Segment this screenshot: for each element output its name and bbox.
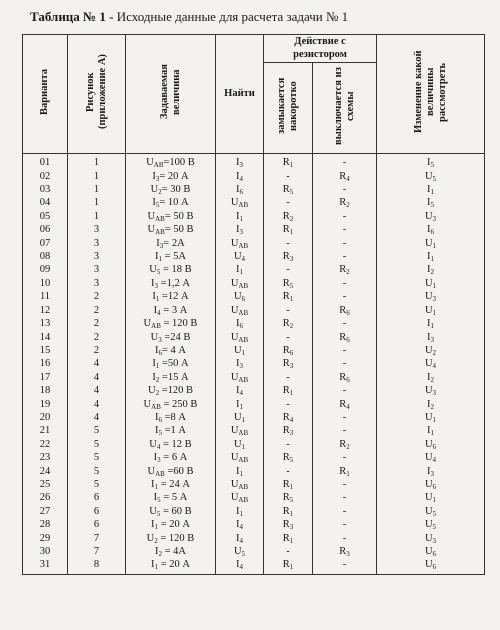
cell-disconnected: - — [313, 505, 377, 518]
cell-given: $I_1 = 20$ А — [126, 558, 216, 574]
header-shorted: замыкается накоротко — [264, 62, 313, 153]
cell-given: $U_{AB} = 250$ В — [126, 398, 216, 411]
cell-figure: 3 — [68, 263, 126, 276]
cell-change: $I_2$ — [377, 398, 485, 411]
table-row — [23, 304, 485, 317]
cell-find: $U_{AB}$ — [216, 237, 264, 250]
cell-given: $U_{AB}= 50$ В — [126, 223, 216, 236]
cell-variant: 01 — [23, 154, 68, 170]
cell-given: $U_{AB} =60$ В — [126, 465, 216, 478]
cell-shorted: $R_1$ — [264, 505, 313, 518]
cell-change: $U_6$ — [377, 438, 485, 451]
cell-find: $I_4$ — [216, 384, 264, 397]
caption-label: Таблица № 1 - — [30, 9, 114, 24]
cell-find: $U_{AB}$ — [216, 277, 264, 290]
cell-variant: 29 — [23, 532, 68, 545]
cell-figure: 4 — [68, 398, 126, 411]
cell-change: $U_1$ — [377, 491, 485, 504]
cell-given: $I_5 = 5$ А — [126, 491, 216, 504]
cell-shorted: $R_2$ — [264, 210, 313, 223]
cell-disconnected: - — [313, 451, 377, 464]
cell-disconnected: $R_2$ — [313, 196, 377, 209]
cell-change: $U_1$ — [377, 277, 485, 290]
cell-given: $I_4 = 3$ А — [126, 304, 216, 317]
cell-disconnected: - — [313, 210, 377, 223]
cell-change: $I_2$ — [377, 263, 485, 276]
cell-find: $U_{AB}$ — [216, 478, 264, 491]
cell-figure: 4 — [68, 357, 126, 370]
cell-disconnected: $R_6$ — [313, 331, 377, 344]
table-row — [23, 210, 485, 223]
cell-find: $U_4$ — [216, 250, 264, 263]
cell-variant: 19 — [23, 398, 68, 411]
cell-figure: 5 — [68, 478, 126, 491]
cell-change: $U_3$ — [377, 290, 485, 303]
cell-variant: 23 — [23, 451, 68, 464]
cell-variant: 17 — [23, 371, 68, 384]
cell-find: $I_6$ — [216, 317, 264, 330]
cell-find: $U_5$ — [216, 545, 264, 558]
header-action: Действие с резистором — [264, 35, 377, 63]
cell-disconnected: - — [313, 518, 377, 531]
cell-disconnected: - — [313, 277, 377, 290]
cell-change: $I_2$ — [377, 371, 485, 384]
cell-shorted: $R_3$ — [264, 250, 313, 263]
table-row — [23, 424, 485, 437]
cell-figure: 2 — [68, 304, 126, 317]
cell-find: $I_3$ — [216, 154, 264, 170]
cell-shorted: - — [264, 196, 313, 209]
cell-variant: 24 — [23, 465, 68, 478]
cell-figure: 4 — [68, 371, 126, 384]
cell-change: $U_4$ — [377, 357, 485, 370]
cell-given: $I_5 =1$ А — [126, 424, 216, 437]
cell-variant: 04 — [23, 196, 68, 209]
cell-disconnected: - — [313, 384, 377, 397]
table-row — [23, 438, 485, 451]
cell-shorted: $R_1$ — [264, 223, 313, 236]
cell-given: $I_1 =50$ А — [126, 357, 216, 370]
cell-shorted: $R_1$ — [264, 290, 313, 303]
cell-change: $U_2$ — [377, 344, 485, 357]
cell-change: $U_3$ — [377, 532, 485, 545]
cell-disconnected: $R_1$ — [313, 465, 377, 478]
cell-figure: 3 — [68, 277, 126, 290]
cell-shorted: - — [264, 304, 313, 317]
cell-change: $I_3$ — [377, 465, 485, 478]
cell-variant: 06 — [23, 223, 68, 236]
cell-figure: 3 — [68, 223, 126, 236]
cell-given: $U_3 =24$ В — [126, 331, 216, 344]
cell-change: $I_5$ — [377, 196, 485, 209]
cell-shorted: $R_3$ — [264, 518, 313, 531]
table-row — [23, 290, 485, 303]
cell-disconnected: - — [313, 558, 377, 574]
cell-shorted: $R_1$ — [264, 154, 313, 170]
header-figure: Рисунок (приложение А) — [68, 35, 126, 154]
cell-shorted: - — [264, 398, 313, 411]
table-row — [23, 196, 485, 209]
cell-figure: 2 — [68, 317, 126, 330]
cell-disconnected: $R_2$ — [313, 438, 377, 451]
cell-variant: 15 — [23, 344, 68, 357]
cell-variant: 11 — [23, 290, 68, 303]
cell-change: $U_6$ — [377, 478, 485, 491]
cell-shorted: $R_1$ — [264, 532, 313, 545]
cell-find: $I_6$ — [216, 183, 264, 196]
cell-change: $I_3$ — [377, 331, 485, 344]
table-row — [23, 451, 485, 464]
cell-figure: 1 — [68, 170, 126, 183]
cell-change: $U_6$ — [377, 558, 485, 574]
cell-shorted: - — [264, 331, 313, 344]
table-row — [23, 170, 485, 183]
cell-change: $U_1$ — [377, 411, 485, 424]
cell-shorted: $R_5$ — [264, 277, 313, 290]
table-body — [23, 154, 485, 575]
cell-given: $U_4 = 12$ В — [126, 438, 216, 451]
table-row — [23, 154, 485, 170]
cell-find: $U_1$ — [216, 344, 264, 357]
cell-variant: 12 — [23, 304, 68, 317]
cell-find: $U_1$ — [216, 438, 264, 451]
cell-disconnected: $R_6$ — [313, 371, 377, 384]
cell-change: $U_6$ — [377, 545, 485, 558]
cell-variant: 02 — [23, 170, 68, 183]
cell-variant: 16 — [23, 357, 68, 370]
table-row — [23, 532, 485, 545]
cell-change: $U_5$ — [377, 170, 485, 183]
table-row — [23, 558, 485, 574]
cell-change: $I_5$ — [377, 154, 485, 170]
cell-disconnected: - — [313, 223, 377, 236]
table-row — [23, 371, 485, 384]
cell-variant: 20 — [23, 411, 68, 424]
cell-variant: 05 — [23, 210, 68, 223]
cell-find: $U_{AB}$ — [216, 196, 264, 209]
cell-variant: 21 — [23, 424, 68, 437]
cell-variant: 22 — [23, 438, 68, 451]
table-row — [23, 491, 485, 504]
cell-variant: 14 — [23, 331, 68, 344]
table-row — [23, 317, 485, 330]
cell-variant: 08 — [23, 250, 68, 263]
cell-find: $U_{AB}$ — [216, 331, 264, 344]
table-row — [23, 263, 485, 276]
cell-find: $U_{AB}$ — [216, 491, 264, 504]
cell-figure: 6 — [68, 491, 126, 504]
cell-find: $U_{AB}$ — [216, 371, 264, 384]
cell-variant: 09 — [23, 263, 68, 276]
cell-change: $U_3$ — [377, 210, 485, 223]
cell-shorted: $R_1$ — [264, 478, 313, 491]
table-row — [23, 411, 485, 424]
cell-figure: 1 — [68, 210, 126, 223]
cell-figure: 7 — [68, 545, 126, 558]
cell-disconnected: - — [313, 183, 377, 196]
header-change: Изменение какой величины рассмотреть — [377, 35, 485, 154]
cell-disconnected: - — [313, 290, 377, 303]
cell-find: $I_4$ — [216, 518, 264, 531]
cell-given: $U_2 =120$ В — [126, 384, 216, 397]
cell-figure: 6 — [68, 518, 126, 531]
cell-disconnected: $R_6$ — [313, 304, 377, 317]
cell-figure: 2 — [68, 331, 126, 344]
cell-variant: 07 — [23, 237, 68, 250]
cell-find: $U_6$ — [216, 290, 264, 303]
cell-given: $I_6 =8$ А — [126, 411, 216, 424]
cell-change: $U_1$ — [377, 304, 485, 317]
cell-figure: 8 — [68, 558, 126, 574]
cell-variant: 10 — [23, 277, 68, 290]
cell-given: $I_3 =1,2$ А — [126, 277, 216, 290]
cell-variant: 26 — [23, 491, 68, 504]
cell-find: $U_{AB}$ — [216, 424, 264, 437]
cell-disconnected: - — [313, 357, 377, 370]
table-row — [23, 183, 485, 196]
header-find: Найти — [216, 35, 264, 154]
table-row — [23, 331, 485, 344]
table-row — [23, 518, 485, 531]
cell-given: $I_1 = 24$ А — [126, 478, 216, 491]
cell-given: $I_2 = 4А$ — [126, 545, 216, 558]
cell-change: $U_5$ — [377, 518, 485, 531]
cell-disconnected: $R_4$ — [313, 170, 377, 183]
cell-given: $U_2= 30$ В — [126, 183, 216, 196]
cell-variant: 31 — [23, 558, 68, 574]
cell-figure: 7 — [68, 532, 126, 545]
cell-figure: 5 — [68, 465, 126, 478]
table-row — [23, 277, 485, 290]
cell-shorted: - — [264, 170, 313, 183]
cell-shorted: $R_6$ — [264, 344, 313, 357]
cell-disconnected: $R_2$ — [313, 263, 377, 276]
cell-variant: 03 — [23, 183, 68, 196]
cell-change: $U_3$ — [377, 384, 485, 397]
table-row — [23, 505, 485, 518]
cell-shorted: - — [264, 465, 313, 478]
cell-shorted: $R_3$ — [264, 357, 313, 370]
cell-figure: 3 — [68, 250, 126, 263]
cell-disconnected: - — [313, 424, 377, 437]
table-row — [23, 384, 485, 397]
cell-shorted: $R_1$ — [264, 384, 313, 397]
cell-find: $I_1$ — [216, 465, 264, 478]
cell-figure: 1 — [68, 183, 126, 196]
cell-shorted: $R_2$ — [264, 317, 313, 330]
cell-shorted: $R_5$ — [264, 183, 313, 196]
cell-shorted: - — [264, 237, 313, 250]
cell-find: $I_1$ — [216, 263, 264, 276]
cell-find: $I_3$ — [216, 223, 264, 236]
cell-variant: 30 — [23, 545, 68, 558]
cell-change: $U_1$ — [377, 237, 485, 250]
cell-given: $I_3 = 6$ А — [126, 451, 216, 464]
cell-figure: 4 — [68, 411, 126, 424]
cell-given: $U_{AB}= 50$ В — [126, 210, 216, 223]
cell-figure: 2 — [68, 290, 126, 303]
cell-figure: 1 — [68, 154, 126, 170]
cell-given: $I_1 = 5А$ — [126, 250, 216, 263]
table-row — [23, 545, 485, 558]
cell-change: $U_4$ — [377, 451, 485, 464]
cell-figure: 4 — [68, 384, 126, 397]
cell-disconnected: - — [313, 532, 377, 545]
table-row — [23, 344, 485, 357]
header-disconnected: выключается из схемы — [313, 62, 377, 153]
cell-figure: 6 — [68, 505, 126, 518]
cell-disconnected: - — [313, 411, 377, 424]
cell-find: $U_1$ — [216, 411, 264, 424]
cell-variant: 18 — [23, 384, 68, 397]
header-variant: Варианта — [23, 35, 68, 154]
cell-shorted: - — [264, 545, 313, 558]
cell-change: $U_5$ — [377, 505, 485, 518]
cell-change: $I_1$ — [377, 424, 485, 437]
table-row — [23, 478, 485, 491]
cell-find: $I_3$ — [216, 357, 264, 370]
table-row — [23, 237, 485, 250]
cell-disconnected: - — [313, 478, 377, 491]
cell-variant: 13 — [23, 317, 68, 330]
cell-given: $I_3= 20$ А — [126, 170, 216, 183]
table-caption — [30, 9, 348, 25]
cell-figure: 1 — [68, 196, 126, 209]
caption-text: Исходные данные для расчета задачи № 1 — [113, 9, 349, 24]
cell-given: $I_6= 4$ А — [126, 344, 216, 357]
cell-shorted: $R_4$ — [264, 411, 313, 424]
header-given: Задаваемая величина — [126, 35, 216, 154]
cell-variant: 27 — [23, 505, 68, 518]
cell-change: $I_1$ — [377, 250, 485, 263]
cell-find: $U_{AB}$ — [216, 451, 264, 464]
cell-figure: 3 — [68, 237, 126, 250]
cell-change: $I_1$ — [377, 183, 485, 196]
source-data-table — [22, 34, 485, 575]
cell-disconnected: - — [313, 491, 377, 504]
cell-disconnected: $R_3$ — [313, 545, 377, 558]
cell-disconnected: - — [313, 250, 377, 263]
cell-variant: 25 — [23, 478, 68, 491]
table-row — [23, 223, 485, 236]
cell-figure: 5 — [68, 451, 126, 464]
cell-find: $I_4$ — [216, 532, 264, 545]
cell-change: $I_1$ — [377, 317, 485, 330]
cell-given: $I_3= 2А$ — [126, 237, 216, 250]
cell-shorted: $R_3$ — [264, 424, 313, 437]
table-row — [23, 398, 485, 411]
cell-given: $I_1 = 20$ А — [126, 518, 216, 531]
cell-disconnected: - — [313, 154, 377, 170]
cell-figure: 2 — [68, 344, 126, 357]
cell-shorted: - — [264, 371, 313, 384]
cell-disconnected: - — [313, 344, 377, 357]
cell-given: $U_2 = 120$ В — [126, 532, 216, 545]
cell-shorted: - — [264, 263, 313, 276]
cell-given: $U_{AB} = 120$ В — [126, 317, 216, 330]
cell-given: $U_5 = 60$ В — [126, 505, 216, 518]
cell-shorted: $R_5$ — [264, 491, 313, 504]
cell-shorted: - — [264, 438, 313, 451]
cell-shorted: $R_5$ — [264, 451, 313, 464]
cell-given: $I_1 =12$ А — [126, 290, 216, 303]
cell-find: $U_{AB}$ — [216, 304, 264, 317]
cell-disconnected: - — [313, 237, 377, 250]
cell-change: $I_6$ — [377, 223, 485, 236]
cell-given: $U_{AB}=100$ В — [126, 154, 216, 170]
table-row — [23, 250, 485, 263]
cell-given: $I_2 =15$ А — [126, 371, 216, 384]
cell-disconnected: $R_4$ — [313, 398, 377, 411]
cell-find: $I_1$ — [216, 505, 264, 518]
cell-given: $I_5= 10$ А — [126, 196, 216, 209]
table-row — [23, 357, 485, 370]
cell-find: $I_4$ — [216, 170, 264, 183]
cell-figure: 5 — [68, 438, 126, 451]
cell-shorted: $R_1$ — [264, 558, 313, 574]
cell-given: $U_5 = 18$ В — [126, 263, 216, 276]
cell-find: $I_4$ — [216, 558, 264, 574]
table-row — [23, 465, 485, 478]
cell-disconnected: - — [313, 317, 377, 330]
cell-find: $I_1$ — [216, 210, 264, 223]
cell-find: $I_1$ — [216, 398, 264, 411]
cell-variant: 28 — [23, 518, 68, 531]
cell-figure: 5 — [68, 424, 126, 437]
